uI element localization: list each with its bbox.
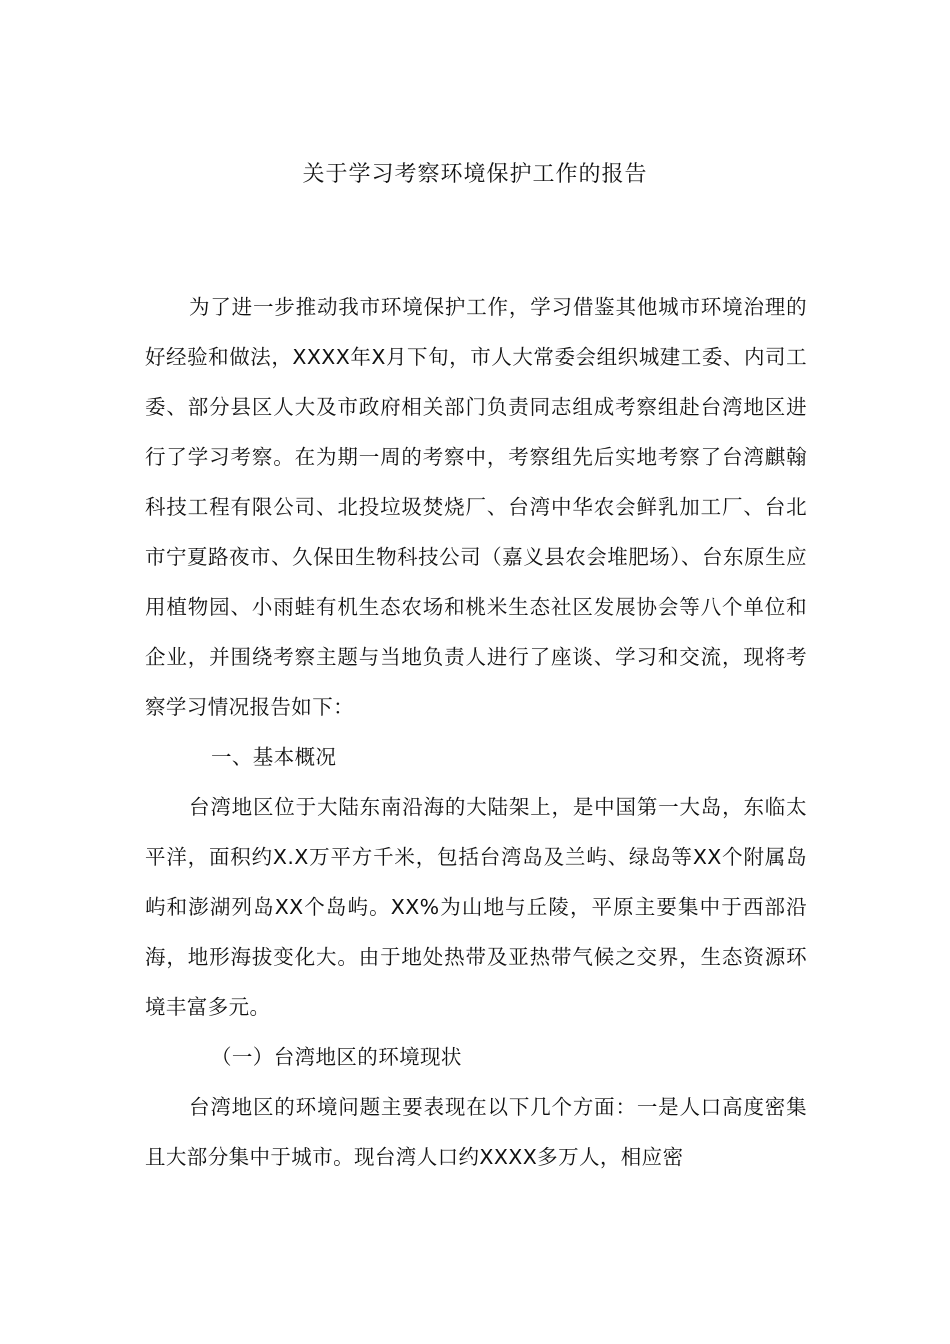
section-heading-basic-overview: 一、基本概况 <box>211 745 337 769</box>
environment-status-paragraph: 台湾地区的环境问题主要表现在以下几个方面：一是人口高度密集且大部分集中于城市。现台湾人口约XXXX多万人，相应密 <box>145 1095 807 1169</box>
intro-paragraph: 为了进一步推动我市环境保护工作，学习借鉴其他城市环境治理的好经验和做法，XXXX年X月下旬，市人大常委会组织城建工委、内司工委、部分县区人大及市政府相关部门负责同志组成考察组赴台湾地区进行了学习考察。在为期一周的考察中，考察组先后实地考察了台湾麒翰科技工程有限公司、北投垃圾焚烧厂、台湾中华农会鲜乳加工厂、台北市宁夏路夜市、久保田生物科技公司（嘉义县农会堆肥场）、台东原生应用植物园、小雨蛙有机生态农场和桃米生态社区发展协会等八个单位和企业，并围绕考察主题与当地负责人进行了座谈、学习和交流，现将考察学习情况报告如下： <box>145 295 807 719</box>
document-title: 关于学习考察环境保护工作的报告 <box>302 162 648 187</box>
subsection-heading-environment-status: （一）台湾地区的环境现状 <box>211 1045 462 1069</box>
document-body <box>145 282 807 1182</box>
overview-paragraph: 台湾地区位于大陆东南沿海的大陆架上，是中国第一大岛，东临太平洋，面积约X.X万平方千米，包括台湾岛及兰屿、绿岛等XX个附属岛屿和澎湖列岛XX个岛屿。XX%为山地与丘陵，平原主要集中于西部沿海，地形海拔变化大。由于地处热带及亚热带气候之交界，生态资源环境丰富多元。 <box>145 795 807 1019</box>
